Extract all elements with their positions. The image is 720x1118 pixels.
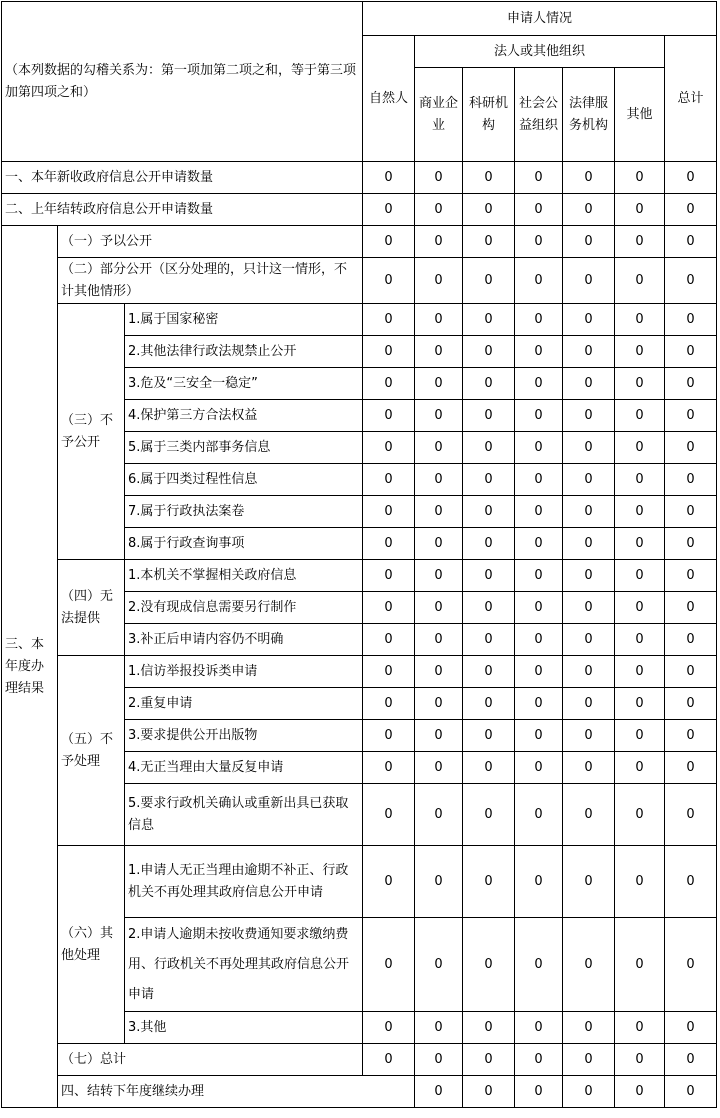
table-row xyxy=(2,304,717,336)
value-cell: 0 xyxy=(665,1076,717,1108)
value-cell: 0 xyxy=(463,496,515,528)
value-cell: 0 xyxy=(665,400,717,432)
item-label: 6.属于四类过程性信息 xyxy=(125,464,363,496)
value-cell: 0 xyxy=(515,1012,563,1044)
value-cell: 0 xyxy=(615,656,665,688)
commercial-header: 商业企业 xyxy=(415,68,463,162)
value-cell: 0 xyxy=(463,162,515,194)
value-cell: 0 xyxy=(615,226,665,258)
value-cell: 0 xyxy=(515,464,563,496)
value-cell: 0 xyxy=(665,496,717,528)
value-cell: 0 xyxy=(665,528,717,560)
value-cell: 0 xyxy=(363,432,415,464)
value-cell: 0 xyxy=(415,560,463,592)
value-cell: 0 xyxy=(665,560,717,592)
value-cell: 0 xyxy=(415,752,463,784)
value-cell: 0 xyxy=(463,720,515,752)
value-cell: 0 xyxy=(665,464,717,496)
item-label: 5.属于三类内部事务信息 xyxy=(125,432,363,464)
value-cell: 0 xyxy=(665,336,717,368)
value-cell: 0 xyxy=(415,464,463,496)
value-cell: 0 xyxy=(665,752,717,784)
value-cell: 0 xyxy=(415,846,463,918)
value-cell: 0 xyxy=(415,400,463,432)
value-cell: 0 xyxy=(563,1012,615,1044)
item-label: 1.属于国家秘密 xyxy=(125,304,363,336)
value-cell: 0 xyxy=(665,624,717,656)
value-cell: 0 xyxy=(515,846,563,918)
value-cell: 0 xyxy=(515,528,563,560)
legal-group-header: 法人或其他组织 xyxy=(415,36,665,68)
item-label: 3.其他 xyxy=(125,1012,363,1044)
value-cell: 0 xyxy=(463,752,515,784)
value-cell: 0 xyxy=(363,194,415,226)
value-cell: 0 xyxy=(615,194,665,226)
value-cell: 0 xyxy=(563,560,615,592)
total-header: 总计 xyxy=(665,36,717,162)
value-cell: 0 xyxy=(463,194,515,226)
value-cell: 0 xyxy=(563,918,615,1012)
value-cell: 0 xyxy=(463,784,515,846)
value-cell: 0 xyxy=(615,1076,665,1108)
value-cell: 0 xyxy=(515,560,563,592)
value-cell: 0 xyxy=(515,624,563,656)
value-cell: 0 xyxy=(665,226,717,258)
value-cell: 0 xyxy=(615,752,665,784)
value-cell: 0 xyxy=(415,194,463,226)
value-cell: 0 xyxy=(563,162,615,194)
value-cell: 0 xyxy=(515,784,563,846)
value-cell: 0 xyxy=(515,162,563,194)
value-cell: 0 xyxy=(665,432,717,464)
value-cell: 0 xyxy=(615,1012,665,1044)
value-cell: 0 xyxy=(463,304,515,336)
section-1-label: 一、本年新收政府信息公开申请数量 xyxy=(2,162,363,194)
value-cell: 0 xyxy=(515,918,563,1012)
section-4-label: 四、结转下年度继续办理 xyxy=(58,1076,415,1108)
value-cell: 0 xyxy=(363,688,415,720)
item-label: 3.补正后申请内容仍不明确 xyxy=(125,624,363,656)
calc-note: （本列数据的勾稽关系为：第一项加第二项之和，等于第三项加第四项之和） xyxy=(2,2,363,162)
value-cell: 0 xyxy=(665,918,717,1012)
table-row xyxy=(2,1044,717,1076)
table-row xyxy=(2,226,717,258)
value-cell: 0 xyxy=(415,624,463,656)
value-cell: 0 xyxy=(415,592,463,624)
table-row xyxy=(2,162,717,194)
value-cell: 0 xyxy=(665,304,717,336)
welfare-header: 社会公益组织 xyxy=(515,68,563,162)
value-cell: 0 xyxy=(363,560,415,592)
value-cell: 0 xyxy=(463,846,515,918)
value-cell: 0 xyxy=(563,784,615,846)
item-label: 1.申请人无正当理由逾期不补正、行政机关不再处理其政府信息公开申请 xyxy=(125,846,363,918)
value-cell: 0 xyxy=(515,752,563,784)
value-cell: 0 xyxy=(615,1044,665,1076)
item-label: 3.危及“三安全一稳定” xyxy=(125,368,363,400)
value-cell: 0 xyxy=(665,194,717,226)
value-cell: 0 xyxy=(563,336,615,368)
section-3-label: 三、本年度办理结果 xyxy=(2,226,58,1108)
value-cell: 0 xyxy=(665,258,717,304)
table-row xyxy=(2,560,717,592)
applicant-group-header: 申请人情况 xyxy=(363,2,717,36)
value-cell: 0 xyxy=(415,1012,463,1044)
value-cell: 0 xyxy=(615,496,665,528)
value-cell: 0 xyxy=(463,592,515,624)
value-cell: 0 xyxy=(363,918,415,1012)
value-cell: 0 xyxy=(363,496,415,528)
item-label: 2.申请人逾期未按收费通知要求缴纳费用、行政机关不再处理其政府信息公开申请 xyxy=(125,918,363,1012)
value-cell: 0 xyxy=(463,258,515,304)
value-cell: 0 xyxy=(363,624,415,656)
value-cell: 0 xyxy=(363,752,415,784)
value-cell: 0 xyxy=(615,918,665,1012)
value-cell: 0 xyxy=(615,688,665,720)
value-cell: 0 xyxy=(463,464,515,496)
value-cell: 0 xyxy=(463,1076,515,1108)
value-cell: 0 xyxy=(515,720,563,752)
value-cell: 0 xyxy=(463,560,515,592)
value-cell: 0 xyxy=(363,1044,415,1076)
value-cell: 0 xyxy=(363,464,415,496)
disclosure-stats-table xyxy=(1,1,717,1108)
value-cell: 0 xyxy=(515,496,563,528)
item-label: 2.其他法律行政法规禁止公开 xyxy=(125,336,363,368)
item-label: 7.属于行政执法案卷 xyxy=(125,496,363,528)
value-cell: 0 xyxy=(665,162,717,194)
value-cell: 0 xyxy=(363,656,415,688)
value-cell: 0 xyxy=(515,688,563,720)
value-cell: 0 xyxy=(563,258,615,304)
value-cell: 0 xyxy=(463,432,515,464)
group-2-label: （二）部分公开（区分处理的，只计这一情形，不计其他情形） xyxy=(58,258,363,304)
item-label: 4.无正当理由大量反复申请 xyxy=(125,752,363,784)
value-cell: 0 xyxy=(415,1076,463,1108)
item-label: 1.信访举报投诉类申请 xyxy=(125,656,363,688)
value-cell: 0 xyxy=(463,226,515,258)
item-label: 3.要求提供公开出版物 xyxy=(125,720,363,752)
value-cell: 0 xyxy=(363,592,415,624)
value-cell: 0 xyxy=(415,336,463,368)
group-7-label: （七）总计 xyxy=(58,1044,363,1076)
value-cell: 0 xyxy=(665,784,717,846)
value-cell: 0 xyxy=(563,496,615,528)
value-cell: 0 xyxy=(515,258,563,304)
natural-person-header: 自然人 xyxy=(363,36,415,162)
value-cell: 0 xyxy=(563,528,615,560)
value-cell: 0 xyxy=(363,400,415,432)
table-row xyxy=(2,258,717,304)
value-cell: 0 xyxy=(463,1012,515,1044)
value-cell: 0 xyxy=(415,162,463,194)
value-cell: 0 xyxy=(463,400,515,432)
legal-service-header: 法律服务机构 xyxy=(563,68,615,162)
item-label: 1.本机关不掌握相关政府信息 xyxy=(125,560,363,592)
value-cell: 0 xyxy=(415,304,463,336)
value-cell: 0 xyxy=(515,304,563,336)
value-cell: 0 xyxy=(563,226,615,258)
value-cell: 0 xyxy=(363,368,415,400)
value-cell: 0 xyxy=(563,592,615,624)
value-cell: 0 xyxy=(415,784,463,846)
value-cell: 0 xyxy=(515,432,563,464)
value-cell: 0 xyxy=(463,624,515,656)
value-cell: 0 xyxy=(615,624,665,656)
value-cell: 0 xyxy=(563,752,615,784)
value-cell: 0 xyxy=(363,336,415,368)
item-label: 2.没有现成信息需要另行制作 xyxy=(125,592,363,624)
value-cell: 0 xyxy=(615,258,665,304)
value-cell: 0 xyxy=(665,720,717,752)
value-cell: 0 xyxy=(563,624,615,656)
item-label: 2.重复申请 xyxy=(125,688,363,720)
value-cell: 0 xyxy=(363,784,415,846)
value-cell: 0 xyxy=(363,226,415,258)
value-cell: 0 xyxy=(463,336,515,368)
value-cell: 0 xyxy=(515,400,563,432)
value-cell: 0 xyxy=(563,1044,615,1076)
value-cell: 0 xyxy=(665,1012,717,1044)
value-cell: 0 xyxy=(415,688,463,720)
value-cell: 0 xyxy=(363,1012,415,1044)
value-cell: 0 xyxy=(665,846,717,918)
value-cell: 0 xyxy=(615,336,665,368)
value-cell: 0 xyxy=(615,560,665,592)
value-cell: 0 xyxy=(363,528,415,560)
group-1-label: （一）予以公开 xyxy=(58,226,363,258)
value-cell: 0 xyxy=(415,368,463,400)
item-label: 4.保护第三方合法权益 xyxy=(125,400,363,432)
value-cell: 0 xyxy=(563,720,615,752)
value-cell: 0 xyxy=(563,400,615,432)
value-cell: 0 xyxy=(665,368,717,400)
table-row xyxy=(2,846,717,918)
value-cell: 0 xyxy=(563,846,615,918)
table-row xyxy=(2,194,717,226)
group-4-label: （四）无法提供 xyxy=(58,560,125,656)
value-cell: 0 xyxy=(515,194,563,226)
value-cell: 0 xyxy=(665,688,717,720)
value-cell: 0 xyxy=(615,304,665,336)
value-cell: 0 xyxy=(363,304,415,336)
value-cell: 0 xyxy=(515,368,563,400)
value-cell: 0 xyxy=(515,592,563,624)
value-cell: 0 xyxy=(415,528,463,560)
value-cell: 0 xyxy=(415,1044,463,1076)
value-cell: 0 xyxy=(615,720,665,752)
section-2-label: 二、上年结转政府信息公开申请数量 xyxy=(2,194,363,226)
value-cell: 0 xyxy=(615,784,665,846)
value-cell: 0 xyxy=(463,368,515,400)
value-cell: 0 xyxy=(615,592,665,624)
value-cell: 0 xyxy=(615,846,665,918)
value-cell: 0 xyxy=(363,258,415,304)
value-cell: 0 xyxy=(665,592,717,624)
value-cell: 0 xyxy=(515,656,563,688)
value-cell: 0 xyxy=(615,464,665,496)
table-row xyxy=(2,1076,717,1108)
value-cell: 0 xyxy=(563,304,615,336)
group-3-label: （三）不予公开 xyxy=(58,304,125,560)
value-cell: 0 xyxy=(665,1044,717,1076)
value-cell: 0 xyxy=(515,336,563,368)
value-cell: 0 xyxy=(665,656,717,688)
value-cell: 0 xyxy=(463,688,515,720)
value-cell: 0 xyxy=(463,656,515,688)
item-label: 8.属于行政查询事项 xyxy=(125,528,363,560)
value-cell: 0 xyxy=(563,688,615,720)
value-cell: 0 xyxy=(363,162,415,194)
value-cell: 0 xyxy=(363,846,415,918)
group-6-label: （六）其他处理 xyxy=(58,846,125,1044)
group-5-label: （五）不予处理 xyxy=(58,656,125,846)
value-cell: 0 xyxy=(415,720,463,752)
value-cell: 0 xyxy=(463,528,515,560)
value-cell: 0 xyxy=(515,1044,563,1076)
value-cell: 0 xyxy=(563,368,615,400)
value-cell: 0 xyxy=(615,400,665,432)
value-cell: 0 xyxy=(615,368,665,400)
table-row xyxy=(2,656,717,688)
value-cell: 0 xyxy=(563,656,615,688)
value-cell: 0 xyxy=(363,720,415,752)
value-cell: 0 xyxy=(563,1076,615,1108)
value-cell: 0 xyxy=(615,162,665,194)
value-cell: 0 xyxy=(415,432,463,464)
value-cell: 0 xyxy=(563,432,615,464)
value-cell: 0 xyxy=(515,226,563,258)
value-cell: 0 xyxy=(415,656,463,688)
value-cell: 0 xyxy=(415,258,463,304)
value-cell: 0 xyxy=(415,918,463,1012)
other-header: 其他 xyxy=(615,68,665,162)
value-cell: 0 xyxy=(415,496,463,528)
value-cell: 0 xyxy=(563,464,615,496)
value-cell: 0 xyxy=(515,1076,563,1108)
value-cell: 0 xyxy=(563,194,615,226)
value-cell: 0 xyxy=(463,918,515,1012)
value-cell: 0 xyxy=(615,432,665,464)
research-header: 科研机构 xyxy=(463,68,515,162)
value-cell: 0 xyxy=(463,1044,515,1076)
item-label: 5.要求行政机关确认或重新出具已获取信息 xyxy=(125,784,363,846)
value-cell: 0 xyxy=(415,226,463,258)
value-cell: 0 xyxy=(615,528,665,560)
